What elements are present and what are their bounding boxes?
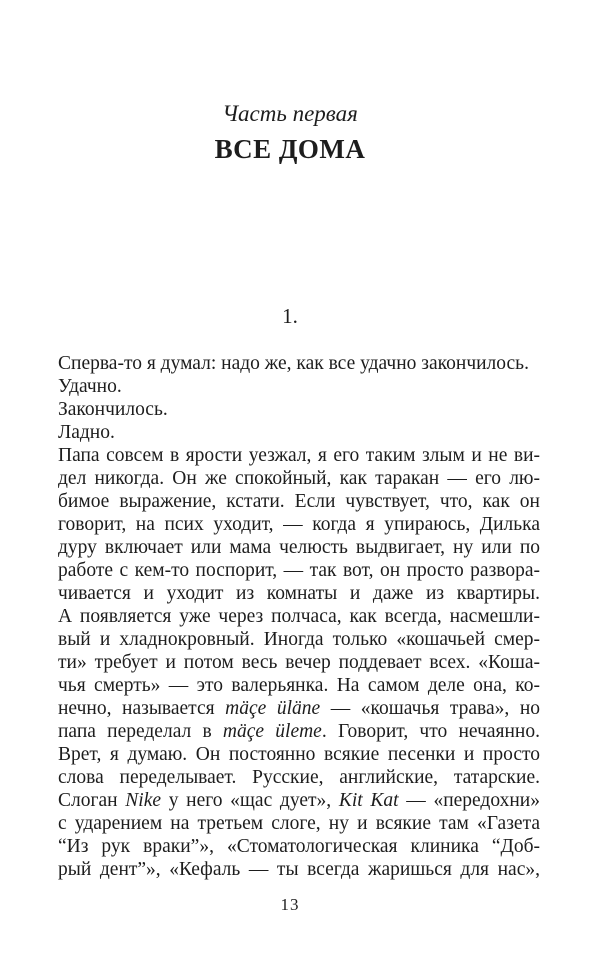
italic-text-segment: Kit Kat [338, 790, 399, 811]
part-title: ВСЕ ДОМА [214, 134, 366, 164]
page-number: 13 [280, 895, 300, 914]
text-segment: рый дент”», «Кефаль — ты всегда жаришься для нас», [58, 859, 540, 880]
text-segment: вый и хладнокровный. Иногда только «кошачьей смер- [58, 629, 540, 650]
text-line [58, 674, 540, 697]
italic-text-segment: Nike [125, 790, 161, 811]
text-segment: Удачно. [58, 376, 122, 397]
text-line [58, 697, 540, 720]
text-line [58, 444, 540, 467]
text-line [58, 513, 540, 536]
text-segment: Сперва-то я думал: надо же, как все удачно закончилось. [58, 353, 529, 374]
text-line [58, 467, 540, 490]
text-segment: папа переделал в [58, 721, 223, 742]
text-line [58, 536, 540, 559]
text-segment: Ладно. [58, 422, 115, 443]
text-segment: . Говорит, что нечаянно. [321, 721, 540, 742]
body-text [58, 352, 540, 881]
italic-text-segment: mäçe üleme [222, 721, 322, 742]
text-line [58, 559, 540, 582]
text-line [58, 421, 540, 444]
text-segment: говорит, на псих уходит, — когда я упираюсь, Дилька [58, 514, 540, 535]
text-line [58, 835, 540, 858]
text-segment: — «передохни» [398, 790, 540, 811]
text-segment: Папа совсем в ярости уезжал, я его таким злым и не ви- [58, 445, 540, 466]
text-segment: чья смерть» — это валерьянка. На самом деле она, ко- [58, 675, 540, 696]
italic-text-segment: mäçe üläne [225, 698, 321, 719]
text-line [58, 651, 540, 674]
text-line [58, 398, 540, 421]
text-line [58, 766, 540, 789]
text-segment: ти» требует и потом весь вечер поддевает всех. «Коша- [58, 652, 540, 673]
text-segment: Закончилось. [58, 399, 168, 420]
text-segment: — «кошачья трава», но [320, 698, 541, 719]
text-segment: Врет, я думаю. Он постоянно всякие песенки и просто [58, 744, 540, 765]
text-line [58, 605, 540, 628]
text-line [58, 720, 540, 743]
text-segment: слова переделывает. Русские, английские, татарские. [58, 767, 540, 788]
text-segment: Слоган [58, 790, 126, 811]
text-segment: дуру включает или мама челюсть выдвигает, ну или по [58, 537, 540, 558]
text-segment: дел никогда. Он же спокойный, как таракан — его лю- [58, 468, 540, 489]
text-segment: бимое выражение, кстати. Если чувствует, что, как он [58, 491, 540, 512]
text-segment: у него «щас дует», [161, 790, 339, 811]
part-label: Часть первая [222, 101, 358, 126]
text-segment: А появляется уже через полчаса, как всегда, насмешли- [58, 606, 540, 627]
text-line [58, 352, 540, 375]
text-line [58, 858, 540, 881]
chapter-number: 1. [282, 304, 298, 328]
text-segment: с ударением на третьем слоге, ну и всякие там «Газета [58, 813, 540, 834]
text-line [58, 375, 540, 398]
text-line [58, 490, 540, 513]
text-line [58, 582, 540, 605]
text-segment: чивается и уходит из комнаты и даже из квартиры. [58, 583, 540, 604]
text-line [58, 812, 540, 835]
text-segment: работе с кем-то поспорит, — так вот, он просто развора- [58, 560, 540, 581]
text-line [58, 628, 540, 651]
text-line [58, 789, 540, 812]
text-segment: “Из рук враки”», «Стоматологическая клиника “Доб- [58, 836, 540, 857]
text-segment: нечно, называется [58, 698, 226, 719]
text-line [58, 743, 540, 766]
